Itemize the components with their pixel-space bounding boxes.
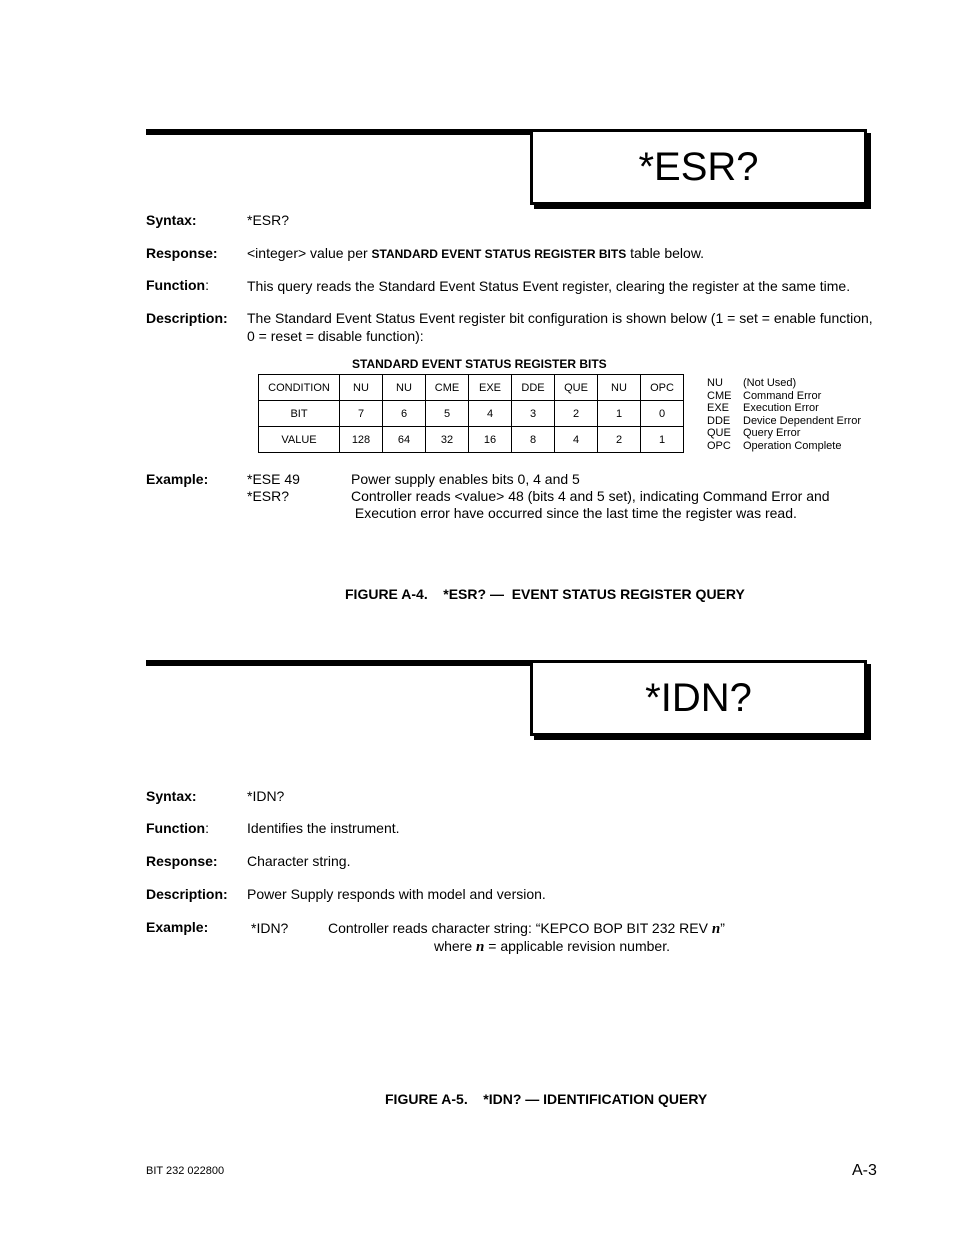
legend-meaning: Device Dependent Error bbox=[743, 414, 862, 427]
register-table-value-row bbox=[259, 427, 684, 453]
idn-example-label: Example: bbox=[146, 919, 209, 935]
legend-meaning: Query Error bbox=[743, 427, 801, 440]
register-table-cell: 8 bbox=[512, 427, 555, 453]
register-table-cell: DDE bbox=[512, 375, 555, 401]
esr-syntax: *ESR? bbox=[247, 212, 290, 228]
legend-item bbox=[707, 377, 861, 390]
esr-response-post: table below. bbox=[626, 245, 705, 261]
idn-example-line2 bbox=[434, 938, 670, 956]
esr-header-rule bbox=[146, 129, 532, 135]
idn-example-text-post: ” bbox=[720, 920, 725, 936]
register-table-title: STANDARD EVENT STATUS REGISTER BITS bbox=[352, 357, 607, 371]
register-table-cell: CME bbox=[426, 375, 469, 401]
esr-example-cmd-1: *ESE 49 bbox=[247, 471, 300, 487]
register-table-cell: VALUE bbox=[259, 427, 340, 453]
register-table-cell: BIT bbox=[259, 401, 340, 427]
idn-function: Identifies the instrument. bbox=[247, 820, 400, 836]
legend-abbr: OPC bbox=[707, 439, 731, 452]
esr-function: This query reads the Standard Event Status Event register, clearing the register at the same time. bbox=[247, 278, 851, 294]
footer-page-number: A-3 bbox=[852, 1162, 877, 1179]
legend-item bbox=[707, 415, 861, 428]
register-table-cell: 128 bbox=[340, 427, 383, 453]
register-table-cell: NU bbox=[340, 375, 383, 401]
idn-example-cmd: *IDN? bbox=[251, 920, 289, 936]
legend-meaning: Operation Complete bbox=[743, 439, 842, 452]
register-table-cell: NU bbox=[383, 375, 426, 401]
esr-function-label bbox=[146, 277, 209, 293]
esr-description-line1: The Standard Event Status Event register bit configuration is shown below (1 = set = enable function, bbox=[247, 310, 873, 326]
legend-abbr: QUE bbox=[707, 427, 731, 440]
esr-syntax-label: Syntax: bbox=[146, 212, 197, 228]
register-table-cell: 5 bbox=[426, 401, 469, 427]
legend-meaning: Command Error bbox=[743, 389, 822, 402]
register-table-cell: 1 bbox=[641, 427, 684, 453]
esr-example-text-3: Execution error have occurred since the last time the register was read. bbox=[351, 505, 797, 521]
idn-header-rule bbox=[146, 660, 532, 666]
register-table-cell: OPC bbox=[641, 375, 684, 401]
idn-example-text-pre: Controller reads character string: “KEPCO BOP BIT 232 REV bbox=[328, 920, 712, 936]
legend-item bbox=[707, 427, 861, 440]
register-table-cell: 2 bbox=[555, 401, 598, 427]
esr-example-label: Example: bbox=[146, 471, 209, 487]
idn-example-text bbox=[328, 920, 725, 938]
idn-example-line2-var: n bbox=[476, 939, 485, 955]
register-table-cell: 4 bbox=[555, 427, 598, 453]
esr-example-text-2: Controller reads <value> 48 (bits 4 and 5 set), indicating Command Error and bbox=[351, 488, 830, 504]
idn-response-label: Response: bbox=[146, 853, 218, 869]
register-table-cell: NU bbox=[598, 375, 641, 401]
idn-function-label bbox=[146, 820, 209, 836]
figure-caption-a4: FIGURE A-4. *ESR? — EVENT STATUS REGISTER QUERY bbox=[345, 586, 745, 602]
register-table-cell: 3 bbox=[512, 401, 555, 427]
register-legend bbox=[707, 377, 861, 453]
idn-example-line2-post: = applicable revision number. bbox=[484, 938, 670, 954]
register-table-cell: CONDITION bbox=[259, 375, 340, 401]
idn-syntax: *IDN? bbox=[247, 788, 285, 804]
legend-meaning: Execution Error bbox=[743, 402, 819, 415]
esr-example-text-1: Power supply enables bits 0, 4 and 5 bbox=[351, 471, 580, 487]
register-table-cell: EXE bbox=[469, 375, 512, 401]
register-table-cell: 16 bbox=[469, 427, 512, 453]
esr-function-label-text: Function bbox=[146, 277, 206, 293]
idn-function-label-text: Function bbox=[146, 820, 206, 836]
esr-function-colon: : bbox=[205, 277, 209, 293]
idn-heading: *IDN? bbox=[645, 675, 752, 720]
register-table-condition-row bbox=[259, 375, 684, 401]
idn-function-colon: : bbox=[205, 820, 209, 836]
footer-doc-id: BIT 232 022800 bbox=[146, 1165, 225, 1177]
register-table-cell: 1 bbox=[598, 401, 641, 427]
idn-response: Character string. bbox=[247, 853, 351, 869]
legend-abbr: CME bbox=[707, 389, 732, 402]
esr-description-line2: 0 = reset = disable function): bbox=[247, 328, 424, 344]
esr-response-pre: <integer> value per bbox=[247, 245, 372, 261]
figure-caption-a5: FIGURE A-5. *IDN? — IDENTIFICATION QUERY bbox=[385, 1091, 708, 1107]
register-bits-table bbox=[258, 374, 684, 453]
idn-heading-box bbox=[530, 660, 867, 736]
register-table-cell: 4 bbox=[469, 401, 512, 427]
esr-response bbox=[247, 245, 704, 261]
legend-abbr: NU bbox=[707, 377, 723, 389]
register-table-cell: 32 bbox=[426, 427, 469, 453]
legend-abbr: EXE bbox=[707, 402, 730, 415]
register-table-cell: 0 bbox=[641, 401, 684, 427]
idn-description: Power Supply responds with model and version. bbox=[247, 886, 546, 902]
register-table-cell: 6 bbox=[383, 401, 426, 427]
idn-example-line2-pre: where bbox=[434, 938, 477, 954]
esr-heading-box bbox=[530, 129, 867, 205]
esr-response-ref: STANDARD EVENT STATUS REGISTER BITS bbox=[371, 247, 627, 261]
esr-response-label: Response: bbox=[146, 245, 218, 261]
esr-example-cmd-2: *ESR? bbox=[247, 488, 290, 504]
idn-example-var: n bbox=[711, 921, 721, 937]
register-table-cell: QUE bbox=[555, 375, 598, 401]
legend-abbr: DDE bbox=[707, 414, 731, 427]
register-table-cell: 7 bbox=[340, 401, 383, 427]
register-table-bit-row bbox=[259, 401, 684, 427]
legend-item bbox=[707, 402, 861, 415]
esr-heading: *ESR? bbox=[638, 144, 759, 189]
register-table-cell: 2 bbox=[598, 427, 641, 453]
esr-description-label: Description: bbox=[146, 310, 228, 326]
idn-syntax-label: Syntax: bbox=[146, 788, 197, 804]
register-table-cell: 64 bbox=[383, 427, 426, 453]
legend-meaning: (Not Used) bbox=[743, 377, 797, 389]
idn-description-label: Description: bbox=[146, 886, 228, 902]
legend-item bbox=[707, 440, 861, 453]
legend-item bbox=[707, 390, 861, 403]
